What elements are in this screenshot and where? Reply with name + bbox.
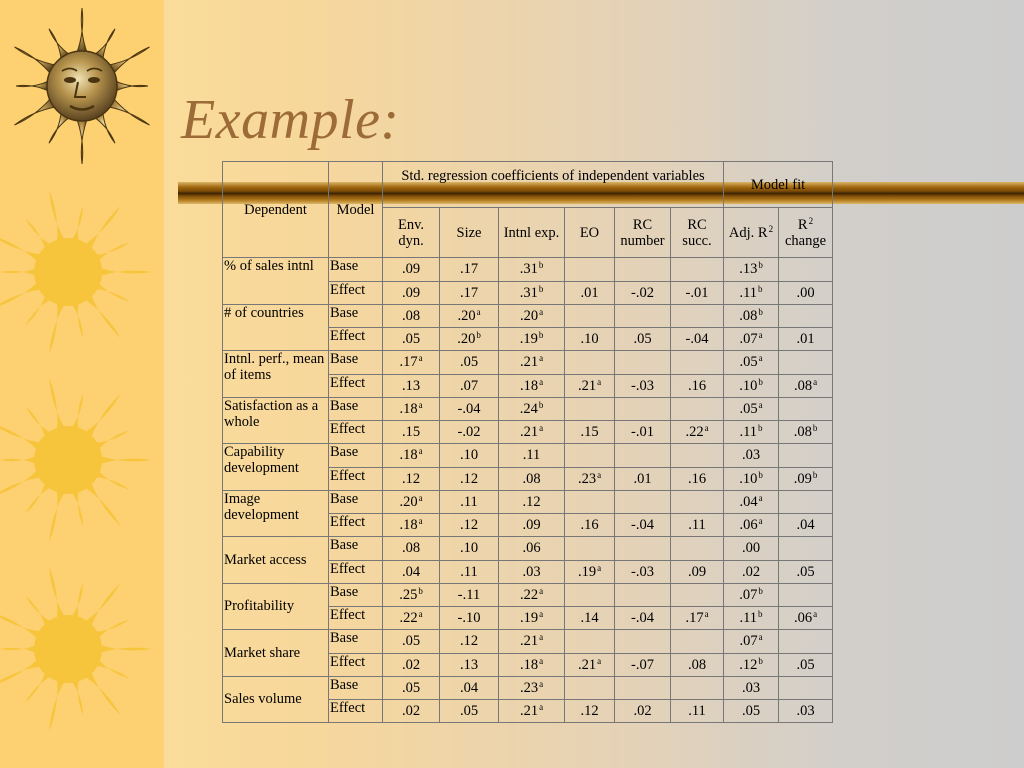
coefficient-cell: .12$^b$ (724, 653, 779, 676)
model-label: Effect (329, 653, 383, 676)
coefficient-cell: -.03 (615, 560, 671, 583)
coefficient-cell: .19$^a$ (565, 560, 615, 583)
table-row (223, 490, 833, 514)
coefficient-cell: -.10 (440, 607, 499, 630)
coefficient-cell: .21$^a$ (565, 374, 615, 397)
left-decorative-strip (0, 0, 164, 768)
coefficient-cell: .05 (724, 700, 779, 723)
coefficient-cell: .11$^b$ (724, 281, 779, 304)
yellow-sun-icon (0, 180, 164, 362)
header-model-fit: Model fit (724, 162, 833, 208)
table-row (223, 676, 833, 700)
coefficient-cell: .05 (440, 351, 499, 375)
coefficient-cell (671, 490, 724, 514)
model-label: Effect (329, 328, 383, 351)
coefficient-cell: .11 (499, 444, 565, 468)
model-label: Base (329, 630, 383, 654)
coefficient-cell: .06$^a$ (724, 514, 779, 537)
coefficient-cell: .22$^a$ (383, 607, 440, 630)
table-row (223, 583, 833, 607)
table-row (223, 537, 833, 561)
model-label: Base (329, 444, 383, 468)
coefficient-cell (779, 490, 833, 514)
coefficient-cell: .10$^b$ (724, 374, 779, 397)
coefficient-cell: .10 (440, 444, 499, 468)
coefficient-cell: .12 (440, 467, 499, 490)
dependent-label: Capability development (223, 444, 329, 491)
regression-table (222, 161, 833, 723)
table-row (223, 258, 833, 282)
coefficient-cell (565, 444, 615, 468)
coefficient-cell: .11 (671, 514, 724, 537)
coefficient-cell (779, 258, 833, 282)
coefficient-cell: .18$^a$ (499, 653, 565, 676)
header-dependent: Dependent (223, 162, 329, 258)
coefficient-cell (779, 397, 833, 421)
dependent-label: Intnl. perf., mean of items (223, 351, 329, 398)
coefficient-cell: .17$^a$ (383, 351, 440, 375)
coefficient-cell: .13 (383, 374, 440, 397)
model-label: Base (329, 258, 383, 282)
coefficient-cell: .11 (440, 560, 499, 583)
table-row (223, 630, 833, 654)
model-label: Base (329, 351, 383, 375)
coefficient-cell (615, 537, 671, 561)
model-label: Base (329, 490, 383, 514)
coefficient-cell: .09 (671, 560, 724, 583)
coefficient-cell: .21$^a$ (499, 351, 565, 375)
model-label: Base (329, 583, 383, 607)
coefficient-cell (615, 444, 671, 468)
model-label: Effect (329, 374, 383, 397)
coefficient-cell: .15 (565, 421, 615, 444)
header-model: Model (329, 162, 383, 258)
coefficient-cell: .07$^b$ (724, 583, 779, 607)
coefficient-cell: .02 (724, 560, 779, 583)
coefficient-cell: -.03 (615, 374, 671, 397)
coefficient-cell: .00 (779, 281, 833, 304)
coefficient-cell: .25$^b$ (383, 583, 440, 607)
coefficient-cell (671, 583, 724, 607)
coefficient-cell: .11$^b$ (724, 421, 779, 444)
coefficient-cell: -.04 (615, 607, 671, 630)
coefficient-cell: .08$^a$ (779, 374, 833, 397)
coefficient-cell: .08$^b$ (724, 304, 779, 328)
coefficient-cell: .08 (499, 467, 565, 490)
coefficient-cell (779, 444, 833, 468)
model-label: Effect (329, 281, 383, 304)
coefficient-cell: .16 (671, 467, 724, 490)
coefficient-cell: .10 (565, 328, 615, 351)
coefficient-cell: -.04 (440, 397, 499, 421)
coefficient-cell (565, 676, 615, 700)
coefficient-cell: .05 (383, 676, 440, 700)
model-label: Base (329, 304, 383, 328)
coefficient-cell (565, 351, 615, 375)
coefficient-cell: .07$^a$ (724, 630, 779, 654)
coefficient-cell (671, 444, 724, 468)
dependent-label: # of countries (223, 304, 329, 351)
coefficient-cell: .19$^b$ (499, 328, 565, 351)
coefficient-cell: .18$^a$ (383, 444, 440, 468)
coefficient-cell: -.01 (615, 421, 671, 444)
dependent-label: Image development (223, 490, 329, 537)
coefficient-cell: .05 (779, 653, 833, 676)
coefficient-cell: .24$^b$ (499, 397, 565, 421)
coefficient-cell (565, 397, 615, 421)
coefficient-cell: .21$^a$ (499, 630, 565, 654)
coefficient-cell: .08$^b$ (779, 421, 833, 444)
model-label: Effect (329, 700, 383, 723)
slide-title: Example: (181, 89, 400, 151)
table-row (223, 304, 833, 328)
coefficient-cell (615, 397, 671, 421)
coefficient-cell: .04 (779, 514, 833, 537)
coefficient-cell: .01 (565, 281, 615, 304)
coefficient-cell: .23$^a$ (499, 676, 565, 700)
coefficient-cell: .11$^b$ (724, 607, 779, 630)
coefficient-cell: .08 (383, 537, 440, 561)
coefficient-cell (671, 676, 724, 700)
coefficient-cell (615, 490, 671, 514)
coefficient-cell: .22$^a$ (499, 583, 565, 607)
coefficient-cell: .17 (440, 258, 499, 282)
coefficient-cell: .17$^a$ (671, 607, 724, 630)
coefficient-cell: .31$^b$ (499, 281, 565, 304)
table-row (223, 397, 833, 421)
coefficient-cell (615, 583, 671, 607)
column-header: Size (440, 208, 499, 258)
coefficient-cell (565, 304, 615, 328)
coefficient-cell: .31$^b$ (499, 258, 565, 282)
coefficient-cell: .07 (440, 374, 499, 397)
dependent-label: Satisfaction as a whole (223, 397, 329, 444)
coefficient-cell: .00 (724, 537, 779, 561)
coefficient-cell: .17 (440, 281, 499, 304)
bronze-sun-face-icon (0, 0, 164, 175)
coefficient-cell (615, 630, 671, 654)
coefficient-cell: .04$^a$ (724, 490, 779, 514)
coefficient-cell: .20$^a$ (383, 490, 440, 514)
model-label: Base (329, 676, 383, 700)
coefficient-cell: .10 (440, 537, 499, 561)
coefficient-cell: .04 (440, 676, 499, 700)
coefficient-cell: .13$^b$ (724, 258, 779, 282)
coefficient-cell: -.07 (615, 653, 671, 676)
coefficient-cell (565, 630, 615, 654)
coefficient-cell: .09 (383, 281, 440, 304)
coefficient-cell (671, 351, 724, 375)
coefficient-cell (671, 397, 724, 421)
coefficient-cell: .18$^a$ (499, 374, 565, 397)
column-header: RC succ. (671, 208, 724, 258)
coefficient-cell (671, 258, 724, 282)
coefficient-cell: .05 (383, 328, 440, 351)
coefficient-cell: .23$^a$ (565, 467, 615, 490)
dependent-label: Market share (223, 630, 329, 677)
coefficient-cell (671, 537, 724, 561)
coefficient-cell: -.04 (671, 328, 724, 351)
coefficient-cell: -.02 (440, 421, 499, 444)
coefficient-cell: .16 (565, 514, 615, 537)
table-row (223, 351, 833, 375)
coefficient-cell: .12 (440, 514, 499, 537)
coefficient-cell: .16 (671, 374, 724, 397)
coefficient-cell: .09 (499, 514, 565, 537)
coefficient-cell: .03 (499, 560, 565, 583)
column-header: RC number (615, 208, 671, 258)
coefficient-cell: -.02 (615, 281, 671, 304)
coefficient-cell: -.04 (615, 514, 671, 537)
coefficient-cell: .21$^a$ (499, 700, 565, 723)
coefficient-cell: .20$^b$ (440, 328, 499, 351)
header-std-coefficients: Std. regression coefficients of independent variables (383, 162, 724, 208)
model-label: Effect (329, 514, 383, 537)
coefficient-cell: .03 (779, 700, 833, 723)
coefficient-cell: .20$^a$ (499, 304, 565, 328)
coefficient-cell: .01 (779, 328, 833, 351)
column-header: $R^2$ change (779, 208, 833, 258)
coefficient-cell (615, 676, 671, 700)
coefficient-cell (779, 676, 833, 700)
coefficient-cell (615, 351, 671, 375)
coefficient-cell: .09$^b$ (779, 467, 833, 490)
coefficient-cell: .12 (383, 467, 440, 490)
coefficient-cell: .02 (615, 700, 671, 723)
column-header: Adj. $R^2$ (724, 208, 779, 258)
coefficient-cell (615, 304, 671, 328)
column-header: Env. dyn. (383, 208, 440, 258)
coefficient-cell: .11 (671, 700, 724, 723)
coefficient-cell: .04 (383, 560, 440, 583)
coefficient-cell: .02 (383, 700, 440, 723)
model-label: Effect (329, 467, 383, 490)
coefficient-cell: .07$^a$ (724, 328, 779, 351)
coefficient-cell: .19$^a$ (499, 607, 565, 630)
coefficient-cell: .05$^a$ (724, 397, 779, 421)
coefficient-cell: .05$^a$ (724, 351, 779, 375)
model-label: Effect (329, 607, 383, 630)
dependent-label: Sales volume (223, 676, 329, 723)
column-header: EO (565, 208, 615, 258)
coefficient-cell: .05 (383, 630, 440, 654)
coefficient-cell: .13 (440, 653, 499, 676)
coefficient-cell: .03 (724, 444, 779, 468)
coefficient-cell: .03 (724, 676, 779, 700)
coefficient-cell: .11 (440, 490, 499, 514)
coefficient-cell: .12 (565, 700, 615, 723)
coefficient-cell: .01 (615, 467, 671, 490)
yellow-sun-icon (0, 557, 164, 739)
dependent-label: Profitability (223, 583, 329, 630)
coefficient-cell: .09 (383, 258, 440, 282)
coefficient-cell: .05 (779, 560, 833, 583)
model-label: Effect (329, 421, 383, 444)
coefficient-cell: .06$^a$ (779, 607, 833, 630)
dependent-label: Market access (223, 537, 329, 584)
coefficient-cell (565, 583, 615, 607)
coefficient-cell (779, 537, 833, 561)
coefficient-cell: .05 (615, 328, 671, 351)
coefficient-cell: .06 (499, 537, 565, 561)
coefficient-cell: -.01 (671, 281, 724, 304)
model-label: Effect (329, 560, 383, 583)
coefficient-cell: .08 (383, 304, 440, 328)
coefficient-cell: .02 (383, 653, 440, 676)
coefficient-cell (779, 351, 833, 375)
coefficient-cell (615, 258, 671, 282)
coefficient-cell: -.11 (440, 583, 499, 607)
coefficient-cell: .21$^a$ (565, 653, 615, 676)
coefficient-cell (779, 630, 833, 654)
coefficient-cell (565, 490, 615, 514)
table-row (223, 444, 833, 468)
coefficient-cell: .22$^a$ (671, 421, 724, 444)
coefficient-cell: .18$^a$ (383, 397, 440, 421)
coefficient-cell: .15 (383, 421, 440, 444)
coefficient-cell: .08 (671, 653, 724, 676)
coefficient-cell: .12 (499, 490, 565, 514)
coefficient-cell (779, 583, 833, 607)
model-label: Base (329, 397, 383, 421)
header-row-groups (223, 162, 833, 208)
coefficient-cell: .14 (565, 607, 615, 630)
coefficient-cell (671, 630, 724, 654)
coefficient-cell (565, 537, 615, 561)
dependent-label: % of sales intnl (223, 258, 329, 305)
model-label: Base (329, 537, 383, 561)
coefficient-cell: .05 (440, 700, 499, 723)
coefficient-cell: .18$^a$ (383, 514, 440, 537)
coefficient-cell: .12 (440, 630, 499, 654)
coefficient-cell: .10$^b$ (724, 467, 779, 490)
yellow-sun-icon (0, 368, 164, 550)
coefficient-cell (565, 258, 615, 282)
coefficient-cell (779, 304, 833, 328)
coefficient-cell (671, 304, 724, 328)
column-header: Intnl exp. (499, 208, 565, 258)
coefficient-cell: .21$^a$ (499, 421, 565, 444)
coefficient-cell: .20$^a$ (440, 304, 499, 328)
